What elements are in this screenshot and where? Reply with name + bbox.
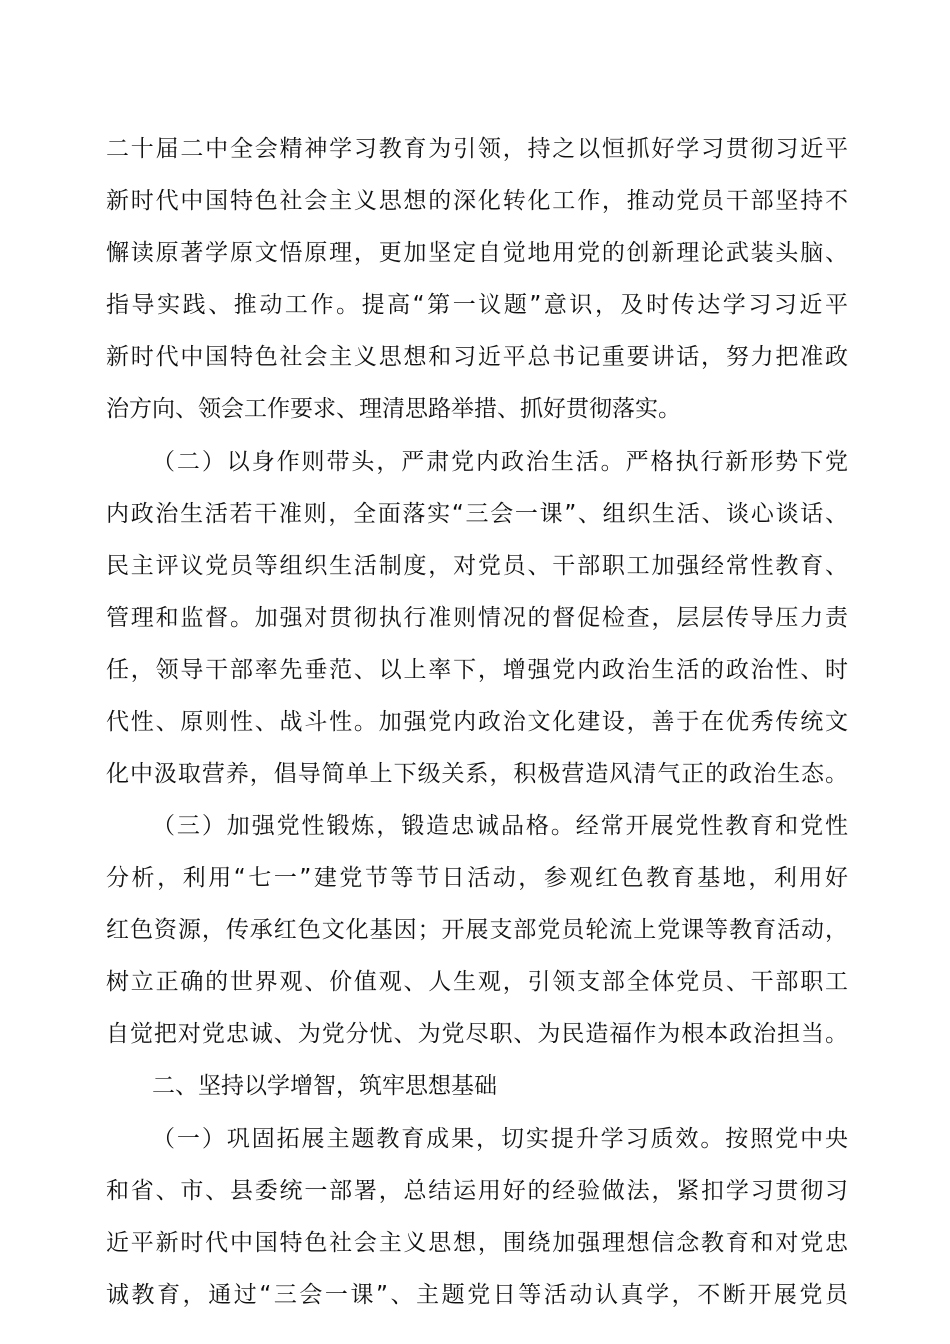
text-line: 分析，利用“七一”建党节等节日活动，参观红色教育基地，利用好 (106, 865, 848, 891)
text-line: 化中汲取营养，倡导简单上下级关系，积极营造风清气正的政治生态。 (106, 761, 848, 787)
paragraph-heading: （一）巩固拓展主题教育成果，切实提升学习质效。按照党中央 (152, 1126, 848, 1152)
text-line: 内政治生活若干准则，全面落实“三会一课”、组织生活、谈心谈话、 (106, 501, 848, 527)
text-line: 近平新时代中国特色社会主义思想，围绕加强理想信念教育和对党忠 (106, 1230, 848, 1256)
text-line: 治方向、领会工作要求、理清思路举措、抓好贯彻落实。 (106, 396, 681, 422)
text-line: 新时代中国特色社会主义思想的深化转化工作，推动党员干部坚持不 (106, 188, 848, 214)
text-line: 指导实践、推动工作。提高“第一议题”意识，及时传达学习习近平 (106, 292, 848, 318)
text-line: 自觉把对党忠诚、为党分忧、为党尽职、为民造福作为根本政治担当。 (106, 1021, 848, 1047)
text-line: 二十届二中全会精神学习教育为引领，持之以恒抓好学习贯彻习近平 (106, 136, 848, 162)
text-line: 管理和监督。加强对贯彻执行准则情况的督促检查，层层传导压力责 (106, 605, 848, 631)
text-line: 任，领导干部率先垂范、以上率下，增强党内政治生活的政治性、时 (106, 657, 848, 683)
text-line: 和省、市、县委统一部署，总结运用好的经验做法，紧扣学习贯彻习 (106, 1178, 848, 1204)
text-line: 代性、原则性、战斗性。加强党内政治文化建设，善于在优秀传统文 (106, 709, 848, 735)
text-line: 树立正确的世界观、价值观、人生观，引领支部全体党员、干部职工 (106, 969, 848, 995)
text-line: 新时代中国特色社会主义思想和习近平总书记重要讲话，努力把准政 (106, 344, 848, 370)
paragraph-heading: （二）以身作则带头，严肃党内政治生活。严格执行新形势下党 (152, 449, 848, 475)
text-line: 懈读原著学原文悟原理，更加坚定自觉地用党的创新理论武装头脑、 (106, 240, 848, 266)
section-heading: 二、坚持以学增智，筑牢思想基础 (152, 1073, 497, 1099)
text-line: 民主评议党员等组织生活制度，对党员、干部职工加强经常性教育、 (106, 553, 848, 579)
paragraph-heading: （三）加强党性锻炼，锻造忠诚品格。经常开展党性教育和党性 (152, 813, 848, 839)
text-line: 红色资源，传承红色文化基因；开展支部党员轮流上党课等教育活动， (106, 917, 848, 943)
text-line: 诚教育，通过“三会一课”、主题党日等活动认真学，不断开展党员 (106, 1282, 848, 1308)
